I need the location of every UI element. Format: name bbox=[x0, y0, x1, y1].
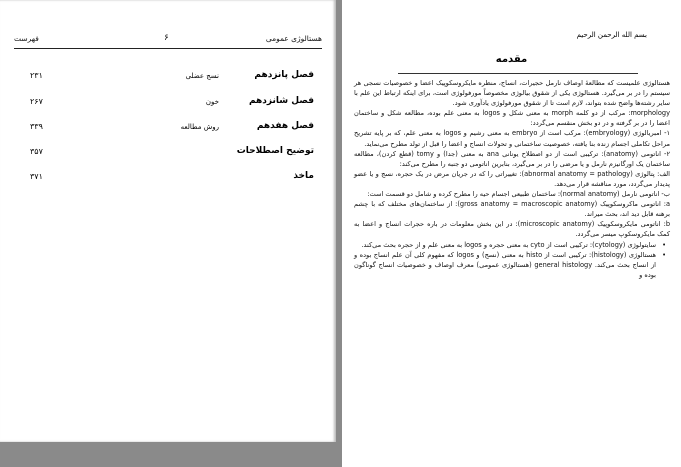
bullet-item: • سایتولوژی (cytology): ترکیبی است از cyto به معنی حجره و logos به معنی علم و از حجره بحث می‌کند. bbox=[354, 240, 670, 250]
toc-row bbox=[30, 70, 314, 88]
toc-chapter: فصل شانزدهم bbox=[248, 96, 314, 106]
paragraph: ۲- اناتومی (anatomy): ترکیبی است از دو اصطلاح یونانی ana به معنی (جدا) و tomy (قطع کردن)، مطالعه ساختمان یک اورگانیزم نارمل و یا مرضی را در بر می‌گیرد، بنابرین اناتومی دو جنبه را مطرح می‌کند: bbox=[354, 149, 670, 168]
toc-topic: نسج عضلی bbox=[185, 72, 219, 80]
toc-page: ۳۳۹ bbox=[30, 122, 43, 131]
title-rule bbox=[398, 73, 638, 74]
paragraph: morphology: مرکب از دو کلمه morph به معنی شکل و logos به معنی علم بوده، مطالعه شکل و ساختمان اعضا را در بر گرفته و در دو بخش منقسم می‌گردد: bbox=[354, 109, 670, 128]
toc-page: ۲۶۷ bbox=[30, 97, 43, 106]
left-page bbox=[0, 0, 336, 442]
section-name: فهرست bbox=[14, 34, 39, 43]
page-title: مقدمه bbox=[495, 54, 528, 65]
paragraph: b: اناتومی مایکروسکوپیک (microscopic anatomy): در این بخش معلومات در باره حجرات انساج و اعضا به کمک مایکروسکوپ میسر می‌گردد. bbox=[354, 220, 670, 239]
toc-chapter: فصل هفدهم bbox=[256, 121, 314, 131]
left-header bbox=[14, 34, 322, 48]
page-number: ۶ bbox=[164, 33, 169, 43]
body-text bbox=[354, 78, 670, 280]
toc-row bbox=[30, 146, 314, 164]
toc-page: ۳۵۷ bbox=[30, 147, 43, 156]
toc-row bbox=[30, 171, 314, 189]
paragraph: ب- اناتومی نارمل (normal anatomy): ساختمان طبیعی اجسام حیه را مطرح کرده و شامل دو قسمت است: bbox=[367, 190, 670, 199]
header-rule bbox=[14, 48, 322, 49]
toc-row bbox=[30, 96, 314, 114]
toc-chapter: ماخذ bbox=[293, 171, 314, 181]
toc-chapter: فصل پانزدهم bbox=[254, 70, 314, 80]
toc-chapter: توضیح اصطلاحات bbox=[236, 146, 314, 156]
bismillah: بسم الله الرحمن الرحیم bbox=[576, 31, 647, 39]
book-title: هستالوژی عمومی bbox=[265, 34, 322, 43]
bullet-item: • هستالوژی (histology): ترکیبی است از histo به معنی (نسج) و logos که مفهوم کلی آن علم انساج بوده و از انساج بحث می‌کند. general histology (هستالوژی عمومی) معرف اوصاف و خصوصیات انساج گوناگون بوده و bbox=[354, 250, 670, 280]
paragraph: a: اناتومی ماکروسکوپیک (gross anatomy = macroscopic anatomy): از ساختمان‌های مختلف که با چشم برهنه قابل دید اند، بحث میراند. bbox=[354, 200, 670, 219]
toc-topic: روش مطالعه bbox=[180, 123, 219, 131]
right-page bbox=[342, 0, 681, 467]
toc-page: ۳۷۱ bbox=[30, 172, 43, 181]
paragraph: ۱- امبریالوژی (embryology): مرکب است از embryo به معنی رشیم و logos به معنی علم، که بر پایه تشریح مراحل تکاملی اجسام زنده بنا یافته، خصوصیت ساختمانی و تحولات انساج و اعضا را قبل از تولد مطرح می‌نماید. bbox=[354, 129, 671, 148]
toc-page: ۲۳۱ bbox=[30, 71, 43, 80]
paragraph: الف: پتالوژی (abnormal anatomy = pathology): تغییراتی را که در جریان مرض در یک حجره، نسج و یا عضو پدیدار می‌گردد، مورد مناقشه قرار می‌دهد. bbox=[354, 169, 670, 188]
paragraph: هستالوژی علمیست که مطالعهٔ اوصاف نارمل حجیرات، انساج، منظره مایکروسکوپیک اعضا و خصوصیات نسجی هر سیستم را در بر می‌گیرد. هستالوژی یکی از شقوق بیالوژی مخصوصاً مورفولوژی است، برای اینکه ارتباط این علم با سایر رشته‌ها واضح شده بتواند، لازم است تا از شقوق مورفولوژی یادآوری شود. bbox=[354, 79, 670, 108]
toc-topic: خون bbox=[205, 98, 219, 106]
toc-row bbox=[30, 121, 314, 139]
